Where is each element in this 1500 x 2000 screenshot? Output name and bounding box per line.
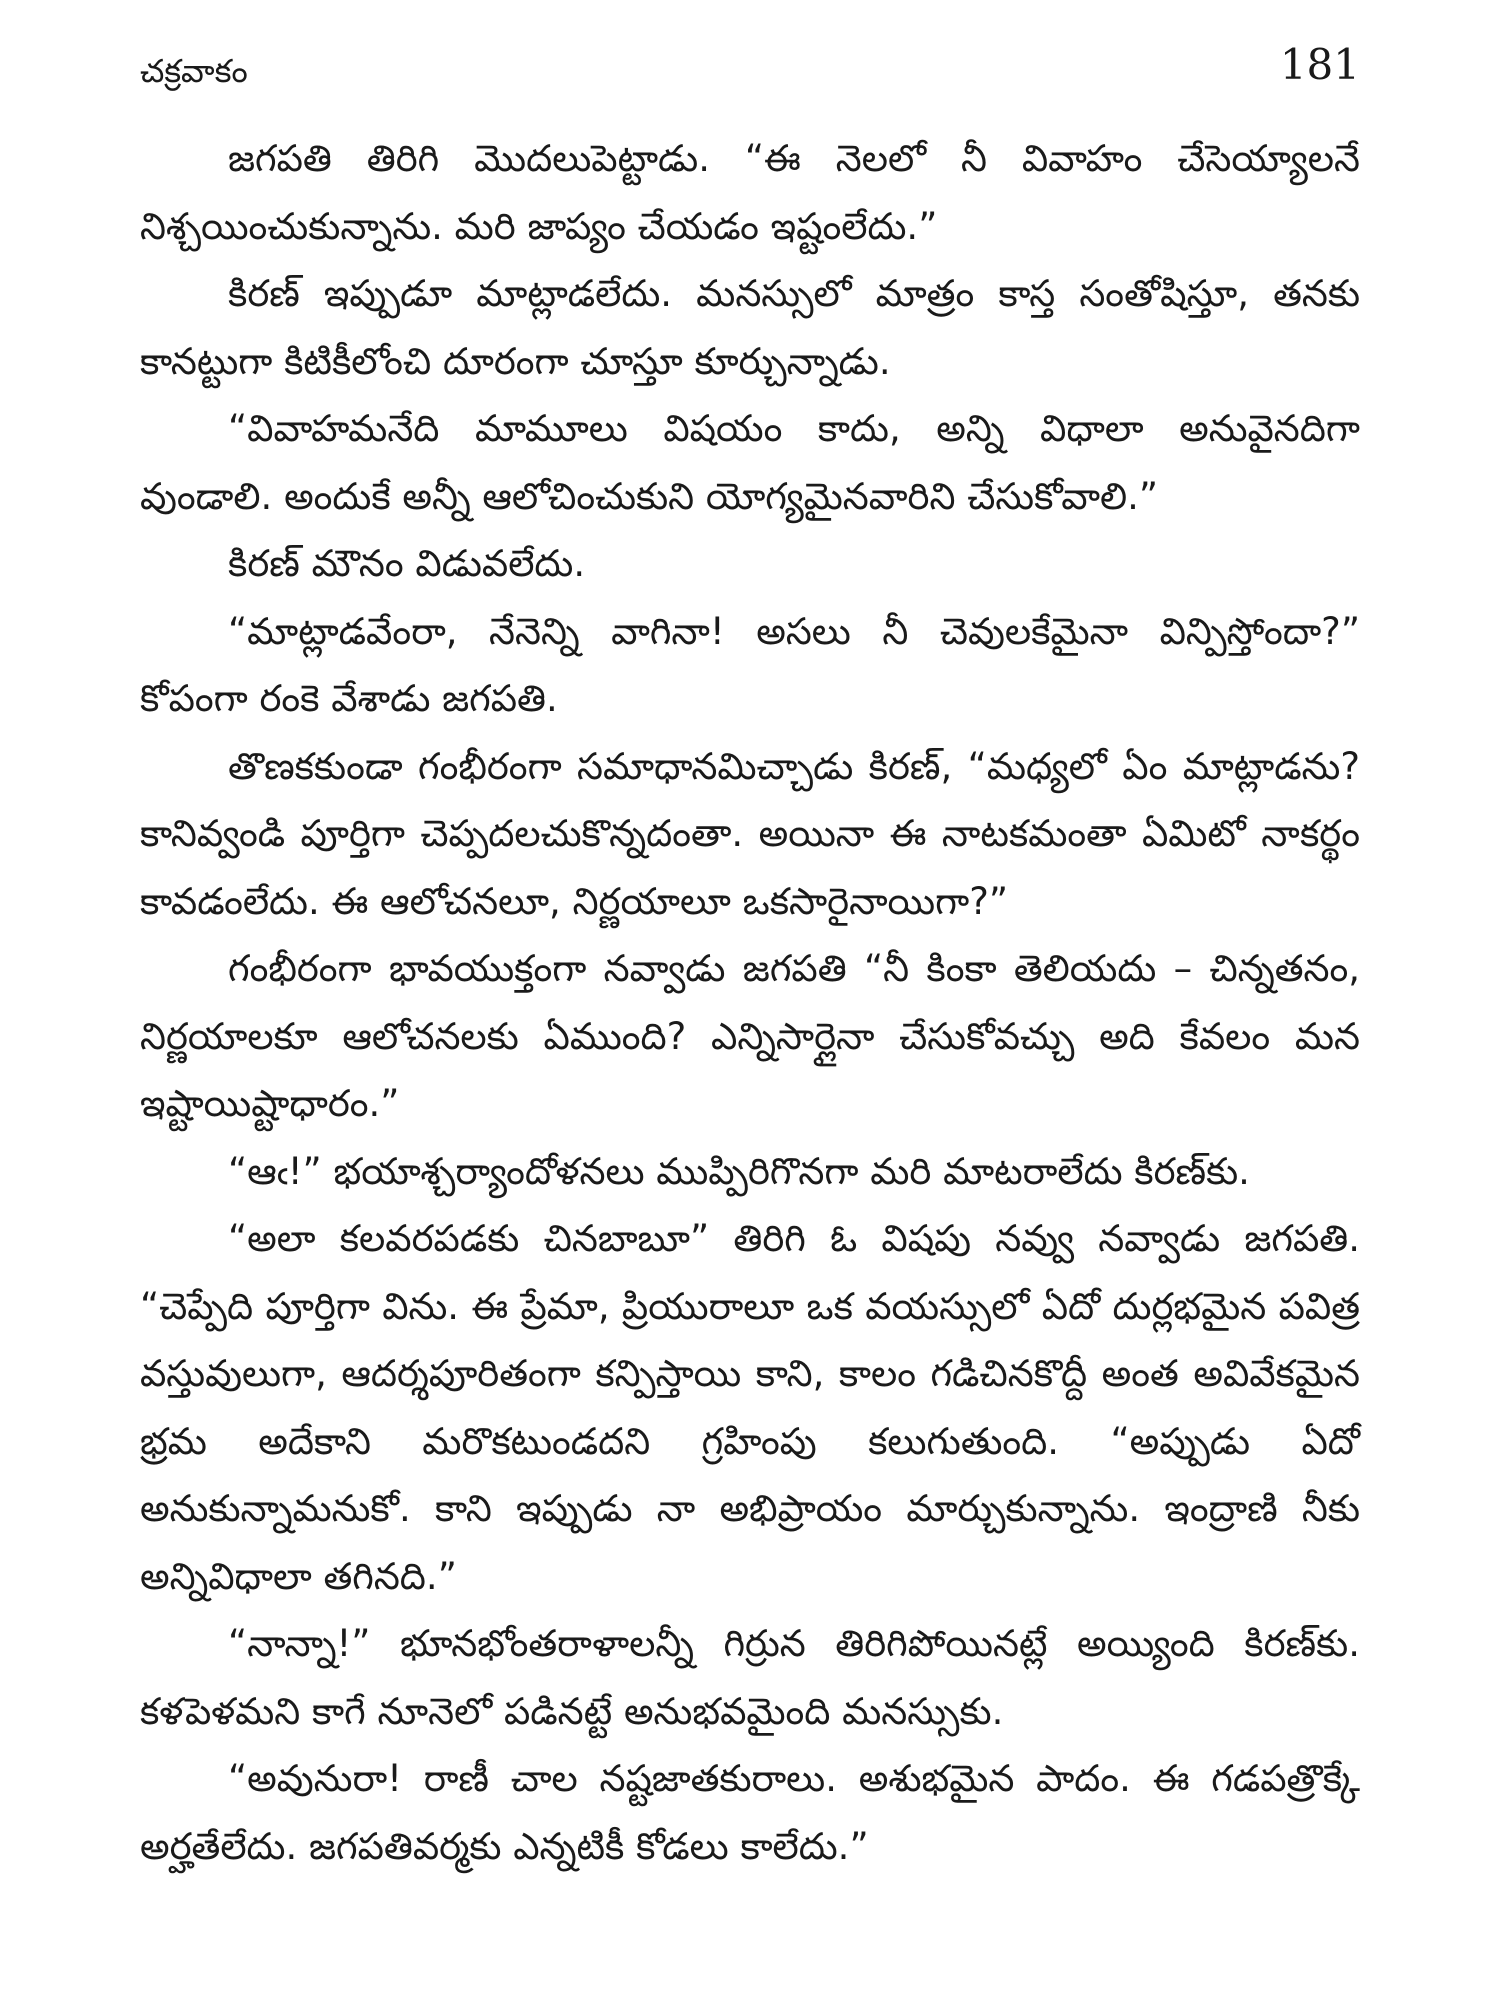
paragraph: జగపతి తిరిగి మొదలుపెట్టాడు. “ఈ నెలలో నీ వివాహం చేసెయ్యాలనే నిశ్చయించుకున్నాను. మరి జాప్యం చేయడం ఇష్టంలేదు.” bbox=[140, 137, 1360, 248]
paragraph: “అవునురా! రాణీ చాల నష్టజాతకురాలు. అశుభమైన పాదం. ఈ గడపత్రొక్కే అర్హతేలేదు. జగపతివర్మకు ఎన్నటికీ కోడలు కాలేదు.” bbox=[140, 1757, 1360, 1868]
page-header bbox=[140, 40, 1360, 100]
paragraph: “అలా కలవరపడకు చినబాబూ” తిరిగి ఓ విషపు నవ్వు నవ్వాడు జగపతి. “చెప్పేది పూర్తిగా విను. ఈ ప్రేమా, ప్రియురాలూ ఒక వయస్సులో ఏదో దుర్లభమైన పవిత్ర వస్తువులుగా, ఆదర్శపూరితంగా కన్పిస్తాయి కాని, కాలం గడిచినకొద్దీ అంత అవివేకమైన భ్రమ అదేకాని మరొకటుండదని గ్రహింపు కలుగుతుంది. “అప్పుడు ఏదో అనుకున్నామనుకో. కాని ఇప్పుడు నా అభిప్రాయం మార్చుకున్నాను. ఇంద్రాణి నీకు అన్నివిధాలా తగినది.” bbox=[140, 1217, 1360, 1598]
page-number: 181 bbox=[1279, 40, 1360, 89]
paragraph: “వివాహమనేది మామూలు విషయం కాదు, అన్ని విధాలా అనువైనదిగా వుండాలి. అందుకే అన్నీ ఆలోచించుకుని యోగ్యమైనవారిని చేసుకోవాలి.” bbox=[140, 407, 1360, 518]
paragraph: “నాన్నా!” భూనభోంతరాళాలన్నీ గిర్రున తిరిగిపోయినట్లే అయ్యింది కిరణ్‌కు. కళపెళమని కాగే నూనెలో పడినట్టే అనుభవమైంది మనస్సుకు. bbox=[140, 1622, 1360, 1733]
body-text bbox=[140, 125, 1360, 1880]
running-head: చక్రవాకం bbox=[140, 52, 248, 90]
paragraph: కిరణ్ ఇప్పుడూ మాట్లాడలేదు. మనస్సులో మాత్రం కాస్త సంతోషిస్తూ, తనకు కానట్టుగా కిటికీలోంచి దూరంగా చూస్తూ కూర్చున్నాడు. bbox=[140, 272, 1360, 383]
paragraph: “ఆఁ!” భయాశ్చర్యాందోళనలు ముప్పిరిగొనగా మరి మాటరాలేదు కిరణ్‌కు. bbox=[228, 1149, 1250, 1193]
paragraph: గంభీరంగా భావయుక్తంగా నవ్వాడు జగపతి “నీ కింకా తెలియదు – చిన్నతనం, నిర్ణయాలకూ ఆలోచనలకు ఏముంది? ఎన్నిసార్లైనా చేసుకోవచ్చు అది కేవలం మన ఇష్టాయిష్టాధారం.” bbox=[140, 947, 1360, 1125]
paragraph: తొణకకుండా గంభీరంగా సమాధానమిచ్చాడు కిరణ్, “మధ్యలో ఏం మాట్లాడను? కానివ్వండి పూర్తిగా చెప్పదలచుకొన్నదంతా. అయినా ఈ నాటకమంతా ఏమిటో నాకర్థం కావడంలేదు. ఈ ఆలోచనలూ, నిర్ణయాలూ ఒకసారైనాయిగా?” bbox=[140, 744, 1360, 923]
paragraph: “మాట్లాడవేంరా, నేనెన్ని వాగినా! అసలు నీ చెవులకేమైనా విన్పిస్తోందా?” కోపంగా రంకె వేశాడు జగపతి. bbox=[140, 609, 1360, 720]
paragraph: కిరణ్ మౌనం విడువలేదు. bbox=[228, 542, 586, 585]
